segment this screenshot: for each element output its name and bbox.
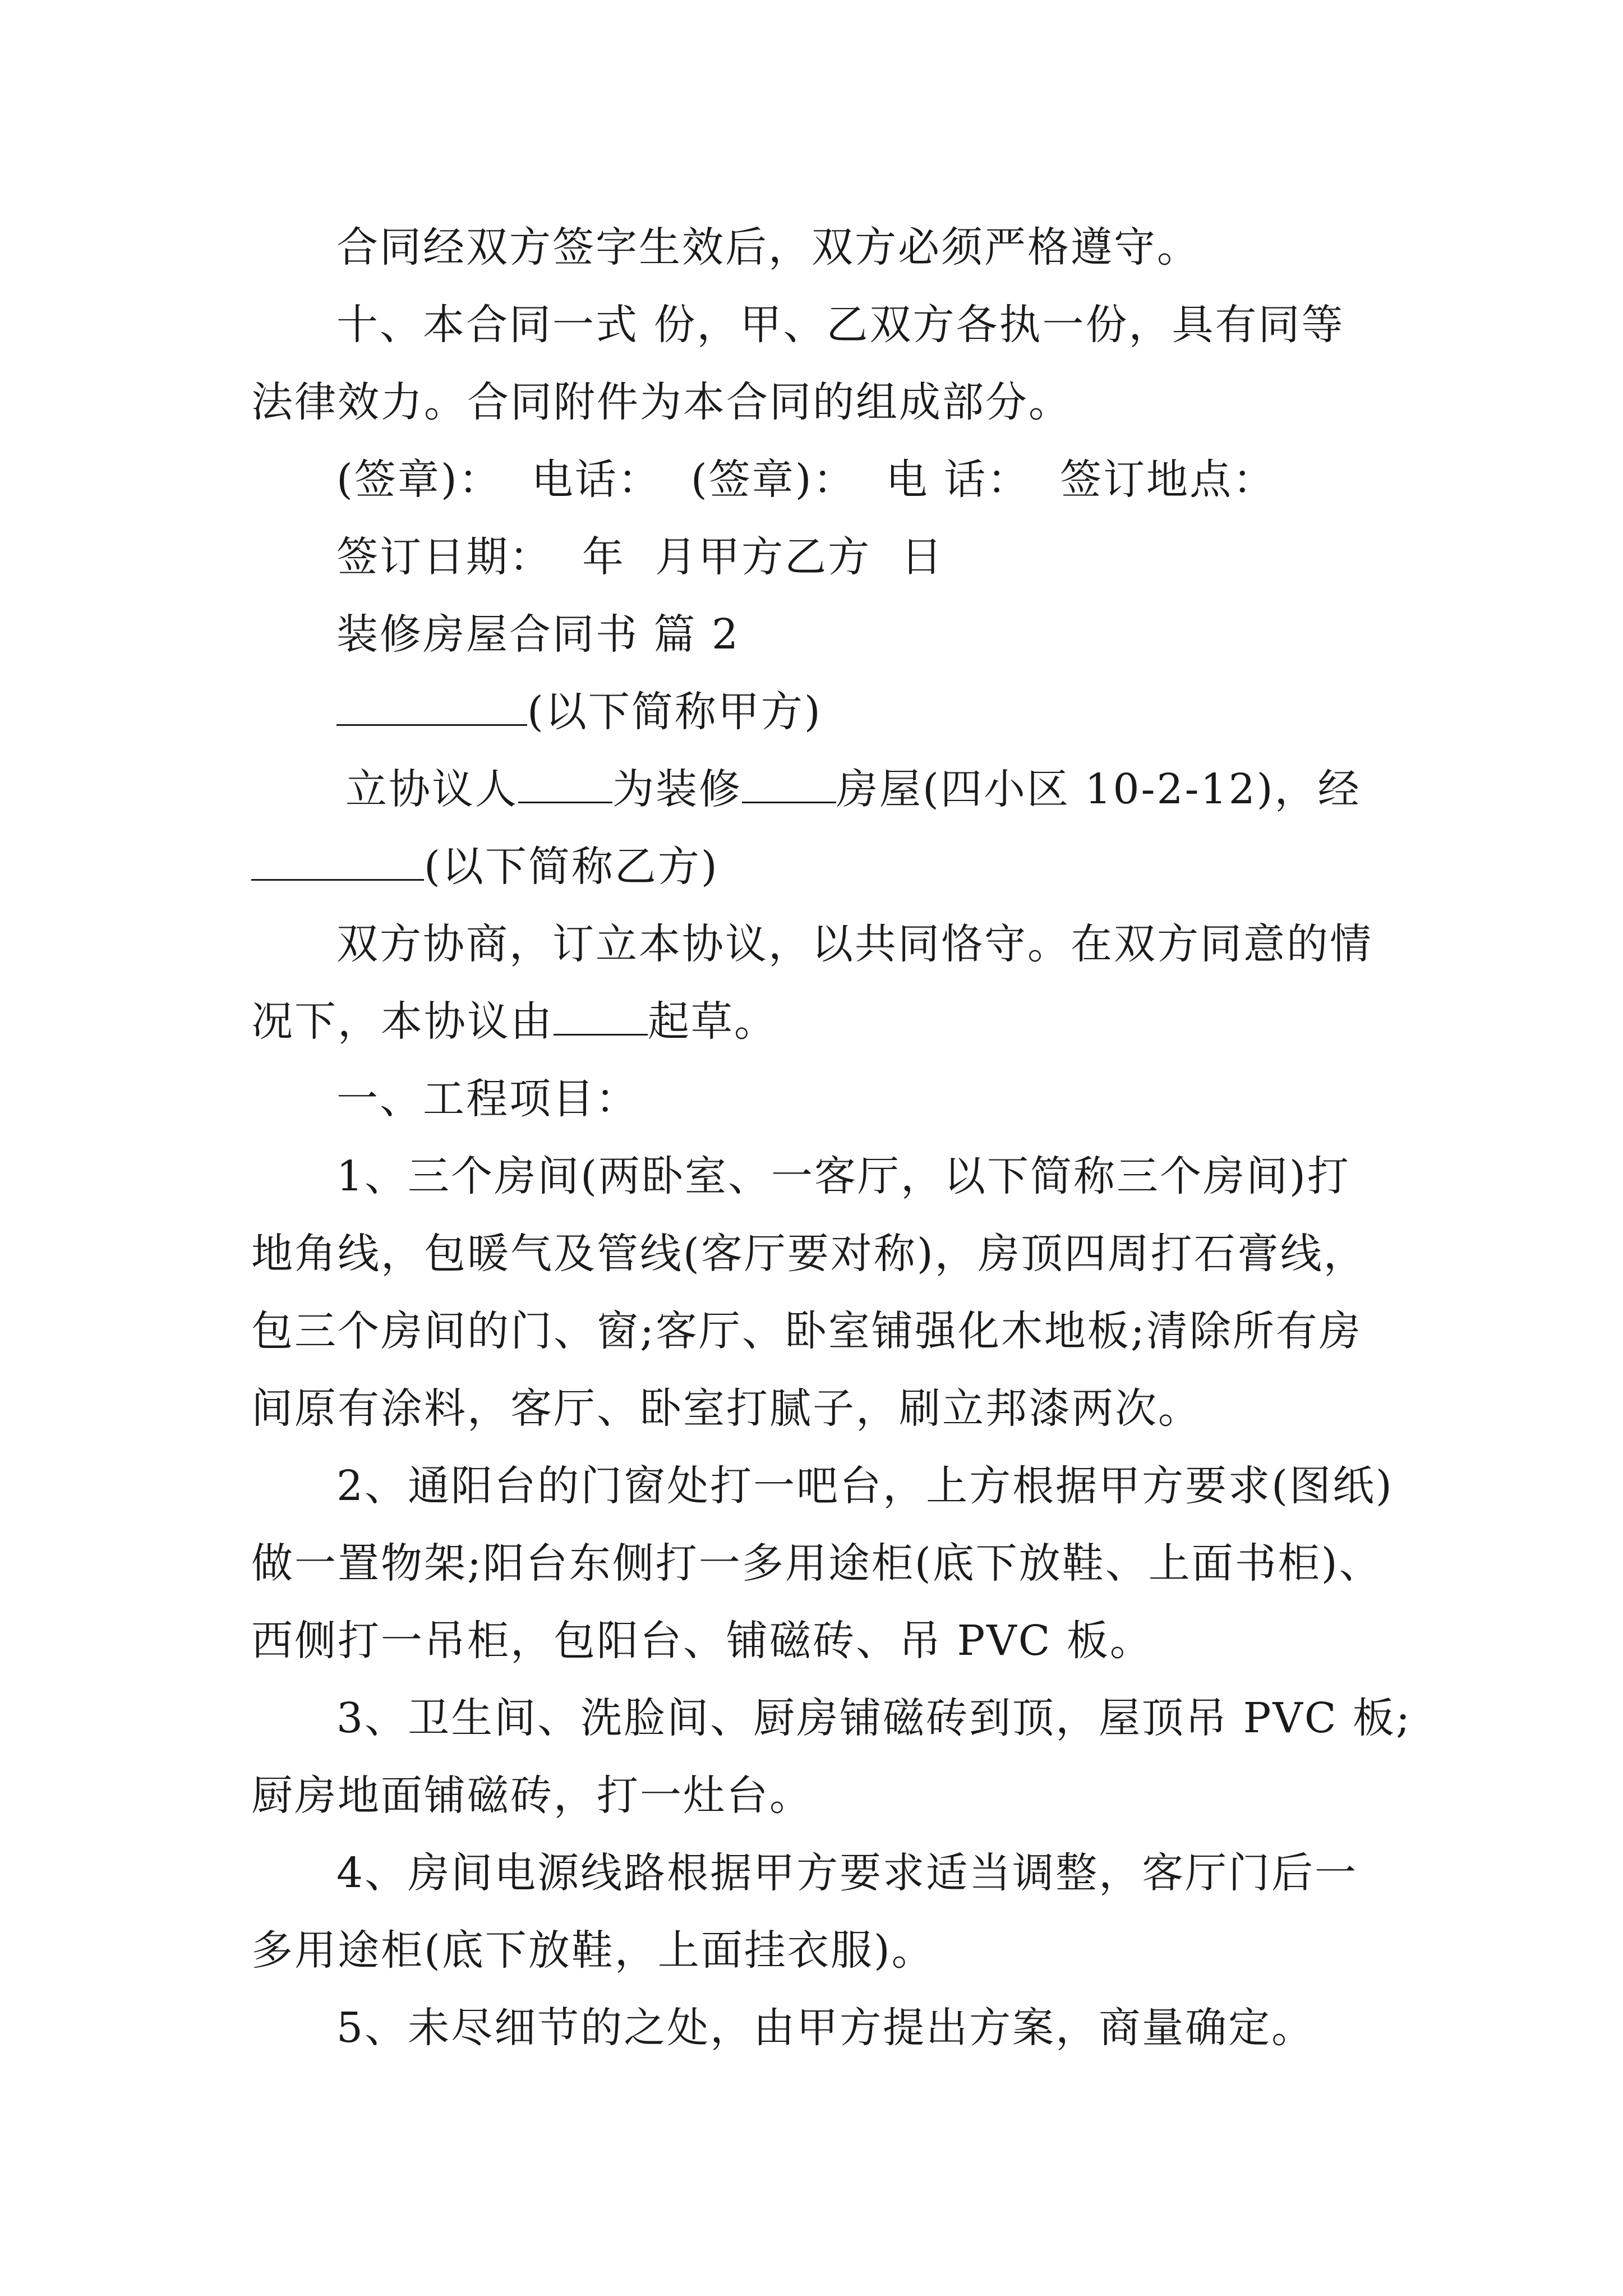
text-line: 十、本合同一式 份，甲、乙双方各执一份，具有同等 — [336, 301, 1345, 349]
agreement-text-2: 为装修 — [612, 765, 742, 813]
blank-underline — [554, 996, 648, 1036]
blank-underline — [251, 841, 424, 881]
party-a-label: (以下简称甲方) — [527, 688, 822, 736]
text-line: 法律效力。合同附件为本合同的组成部分。 — [251, 378, 1072, 426]
text-line: 厨房地面铺磁砖，打一灶台。 — [251, 1772, 813, 1820]
date-line: 签订日期： 年 月甲方乙方 日 — [336, 533, 944, 581]
draft-text-2: 起草。 — [648, 997, 777, 1046]
blank-underline — [336, 686, 527, 726]
blank-underline — [518, 763, 612, 803]
agreement-line — [251, 751, 1395, 828]
signature-line: (签章)： 电话： (签章)： 电 话： 签订地点： — [336, 455, 1276, 504]
blank-underline — [742, 763, 836, 803]
text-line: 间原有涂料，客厅、卧室打腻子，刷立邦漆两次。 — [251, 1384, 1201, 1433]
text-line: 西侧打一吊柜，包阳台、铺磁砖、吊 PVC 板。 — [251, 1617, 1153, 1665]
list-item: 2、通阳台的门窗处打一吧台，上方根据甲方要求(图纸) — [336, 1462, 1394, 1510]
document-body — [251, 209, 1412, 2067]
text-line: 多用途柜(底下放鞋，上面挂衣服)。 — [251, 1926, 935, 1975]
section-title: 一、工程项目： — [336, 1075, 639, 1123]
list-item: 5、未尽细节的之处，由甲方提出方案，商量确定。 — [336, 2004, 1315, 2052]
list-item: 1、三个房间(两卧室、一客厅，以下简称三个房间)打 — [336, 1152, 1350, 1200]
agreement-text-1: 立协议人 — [345, 765, 518, 813]
text-line: 合同经双方签字生效后，双方必须严格遵守。 — [336, 223, 1200, 272]
draft-line — [251, 983, 1395, 1060]
agreement-text-3: 房屋(四小区 10-2-12)，经 — [836, 765, 1361, 813]
text-line: 双方协商，订立本协议，以共同恪守。在双方同意的情 — [336, 920, 1373, 968]
text-line: 地角线，包暖气及管线(客厅要对称)，房顶四周打石膏线， — [251, 1230, 1367, 1278]
text-line: 包三个房间的门、窗;客厅、卧室铺强化木地板;清除所有房 — [251, 1307, 1362, 1355]
text-line: 做一置物架;阳台东侧打一多用途柜(底下放鞋、上面书柜)、 — [251, 1539, 1382, 1588]
party-b-label: (以下简称乙方) — [424, 843, 719, 891]
list-item: 3、卫生间、洗脸间、厨房铺磁砖到顶，屋顶吊 PVC 板; — [336, 1694, 1412, 1742]
list-item: 4、房间电源线路根据甲方要求适当调整，客厅门后一 — [336, 1849, 1358, 1897]
draft-text-1: 况下，本协议由 — [251, 997, 554, 1046]
section-heading: 装修房屋合同书 篇 2 — [336, 610, 740, 659]
party-b-line — [251, 828, 1395, 905]
party-a-line — [251, 673, 1395, 751]
